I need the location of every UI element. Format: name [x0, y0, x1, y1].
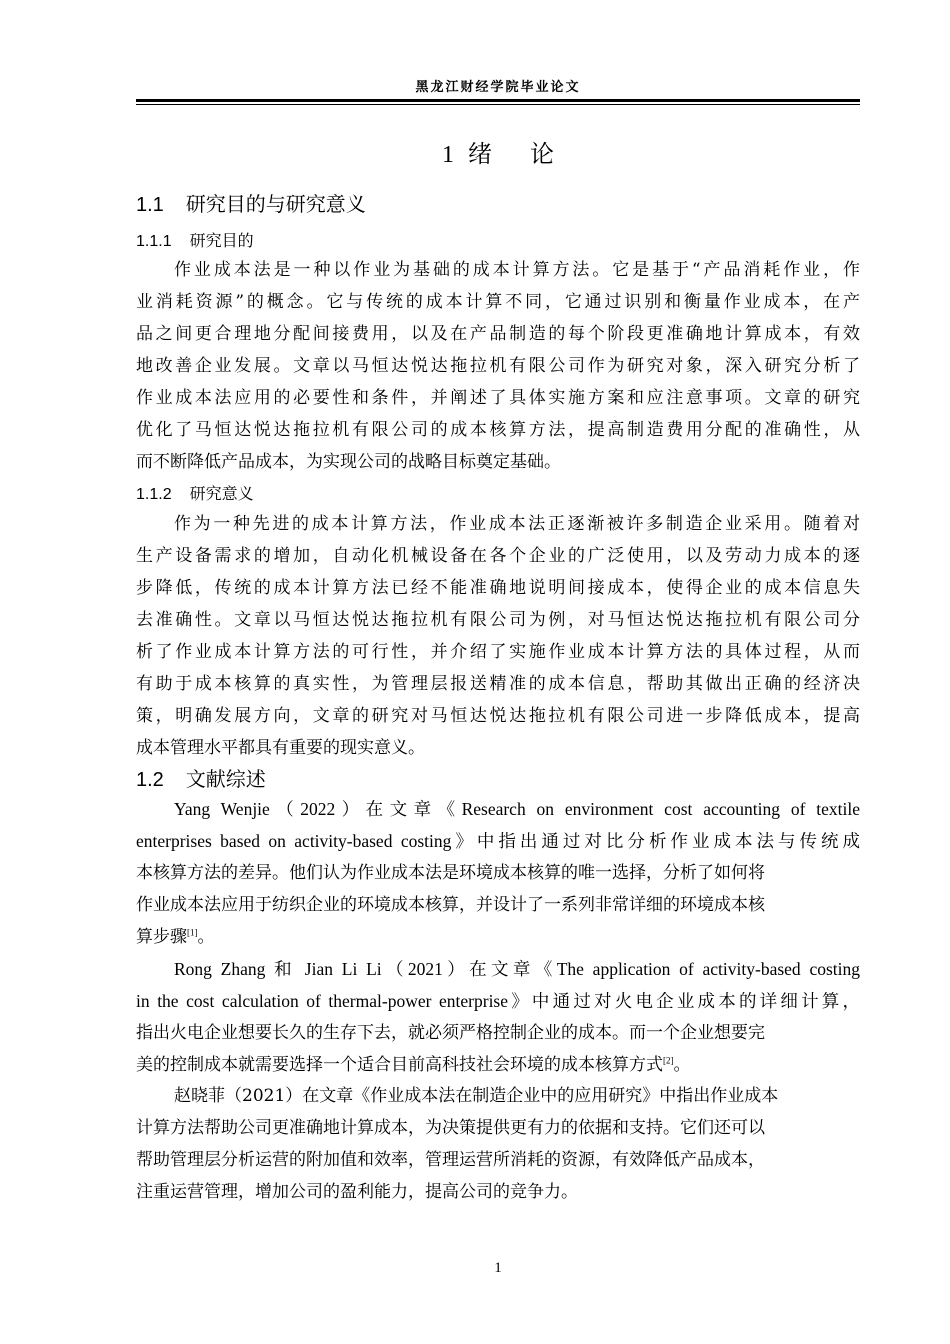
text-line: 注重运营管理，增加公司的盈利能力，提高公司的竞争力。 — [136, 1182, 578, 1202]
text-line: 地改善企业发展。文章以马恒达悦达拖拉机有限公司作为研究对象，深入研究分析了 — [136, 356, 860, 376]
text-line: 业消耗资源”的概念。它与传统的成本计算不同，它通过识别和衡量作业成本，在产 — [136, 292, 860, 312]
citation-marker: [1] — [187, 927, 198, 938]
page-number: 1 — [494, 1260, 502, 1276]
text-line: 品之间更合理地分配间接费用，以及在产品制造的每个阶段更准确地计算成本，有效 — [136, 324, 860, 344]
text-line: 帮助管理层分析运营的附加值和效率，管理运营所消耗的资源，有效降低产品成本， — [136, 1150, 765, 1170]
chapter-number: 1 — [442, 142, 454, 168]
citation-marker: [2] — [663, 1055, 674, 1066]
subsection-heading-1-1-1 — [136, 228, 254, 251]
text-line — [136, 1049, 860, 1081]
text-line: enterprises based on activity-based costing》中指出通过对比分析作业成本法与传统成 — [136, 831, 860, 851]
text-line: 本核算方法的差异。他们认为作业成本法是环境成本核算的唯一选择，分析了如何将 — [136, 863, 765, 883]
text-line: 去准确性。文章以马恒达悦达拖拉机有限公司为例，对马恒达悦达拖拉机有限公司分 — [136, 610, 860, 630]
text-run: 美的控制成本就需要选择一个适合目前高科技社会环境的成本核算方式 — [136, 1055, 663, 1075]
text-line: 析了作业成本计算方法的可行性，并介绍了实施作业成本计算方法的具体过程，从而 — [136, 642, 860, 662]
text-line: 指出火电企业想要长久的生存下去，就必须严格控制企业的成本。而一个企业想要完 — [136, 1023, 765, 1043]
text-line — [136, 921, 860, 953]
header-rule-thick — [136, 99, 860, 102]
text-line: in the cost calculation of thermal-power enterprise》中通过对火电企业成本的详细计算， — [136, 991, 860, 1011]
paragraph-research-purpose — [136, 254, 860, 478]
text-line: 计算方法帮助公司更准确地计算成本，为决策提供更有力的依据和支持。它们还可以 — [136, 1118, 765, 1138]
section-number: 1.1 — [136, 194, 164, 216]
text-run: 。 — [197, 927, 215, 947]
header-rule-thin — [136, 104, 860, 105]
chapter-title-char-1: 绪 — [468, 140, 492, 168]
text-line: 作业成本法应用于纺织企业的环境成本核算，并设计了一系列非常详细的环境成本核 — [136, 895, 765, 915]
text-line: 有助于成本核算的真实性，为管理层报送精准的成本信息，帮助其做出正确的经济决 — [136, 674, 860, 694]
section-title: 文献综述 — [185, 767, 266, 791]
text-line: 而不断降低产品成本，为实现公司的战略目标奠定基础。 — [136, 452, 561, 472]
subsection-heading-1-1-2 — [136, 481, 254, 504]
paragraph-research-significance — [136, 508, 860, 764]
subsection-title: 研究目的 — [189, 231, 254, 250]
subsection-number: 1.1.2 — [136, 486, 172, 503]
text-line: Yang Wenjie（2022）在文章《Research on environment cost accounting of textile — [174, 799, 860, 819]
text-run: 算步骤 — [136, 927, 187, 947]
text-line: 策，明确发展方向，文章的研究对马恒达悦达拖拉机有限公司进一步降低成本，提高 — [136, 706, 860, 726]
text-line: 作业成本法应用的必要性和条件，并阐述了具体实施方案和应注意事项。文章的研究 — [136, 388, 860, 408]
section-heading-1-1 — [136, 188, 366, 217]
section-title: 研究目的与研究意义 — [185, 192, 366, 216]
chapter-title — [136, 134, 860, 169]
paragraph-literature-review-1 — [136, 793, 860, 953]
text-line: 作为一种先进的成本计算方法，作业成本法正逐渐被许多制造企业采用。随着对 — [174, 514, 860, 534]
text-line: Rong Zhang 和 Jian Li Li（2021）在文章《The application of activity-based costing — [174, 959, 860, 979]
subsection-number: 1.1.1 — [136, 233, 172, 250]
section-heading-1-2 — [136, 763, 266, 792]
text-run: 。 — [673, 1055, 691, 1075]
text-line: 赵晓菲（2021）在文章《作业成本法在制造企业中的应用研究》中指出作业成本 — [174, 1086, 779, 1106]
paragraph-literature-review-3 — [136, 1080, 860, 1208]
text-line: 生产设备需求的增加，自动化机械设备在各个企业的广泛使用，以及劳动力成本的逐 — [136, 546, 860, 566]
section-number: 1.2 — [136, 769, 164, 791]
running-header: 黑龙江财经学院毕业论文 — [415, 80, 581, 95]
text-line: 优化了马恒达悦达拖拉机有限公司的成本核算方法，提高制造费用分配的准确性，从 — [136, 420, 860, 440]
paragraph-literature-review-2 — [136, 953, 860, 1081]
subsection-title: 研究意义 — [189, 484, 254, 503]
text-line: 成本管理水平都具有重要的现实意义。 — [136, 738, 425, 758]
chapter-title-char-2: 论 — [530, 140, 554, 168]
text-line: 步降低，传统的成本计算方法已经不能准确地说明间接成本，使得企业的成本信息失 — [136, 578, 860, 598]
text-line: 作业成本法是一种以作业为基础的成本计算方法。它是基于“产品消耗作业，作 — [174, 260, 860, 280]
